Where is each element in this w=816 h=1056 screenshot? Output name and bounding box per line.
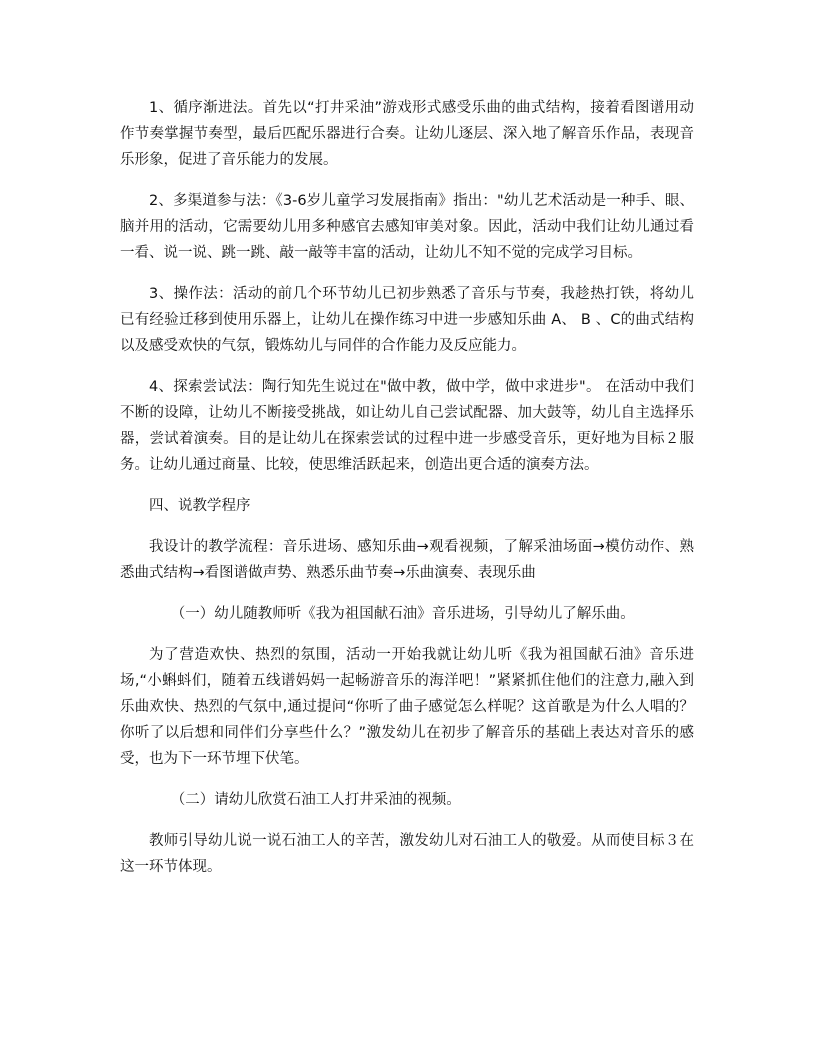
paragraph-method-gradual: 1、循序渐进法。首先以“打井采油”游戏形式感受乐曲的曲式结构，接着看图谱用动作节奏掌握节奏型，最后匹配乐器进行合奏。让幼儿逐层、深入地了解音乐作品，表现音乐形象，促进了音乐能力的发展。 <box>120 100 694 168</box>
paragraph-method-multichannel: 2、多渠道参与法：《3-6岁儿童学习发展指南》指出："幼儿艺术活动是一种手、眼、脑并用的活动，它需要幼儿用多种感官去感知审美对象。因此，活动中我们让幼儿通过看一看、说一说、跳一跳、敲一敲等丰富的活动，让幼儿不知不觉的完成学习目标。 <box>120 193 694 261</box>
paragraph-teaching-flow: 我设计的教学流程：音乐进场、感知乐曲→观看视频，了解采油场面→模仿动作、熟悉曲式结构→看图谱做声势、熟悉乐曲节奏→乐曲演奏、表现乐曲 <box>120 539 694 581</box>
section-heading-teaching-procedure: 四、说教学程序 <box>149 498 251 514</box>
paragraph-method-exploration: 4、探索尝试法：陶行知先生说过在"做中教，做中学，做中求进步"。 在活动中我们不断的设障，让幼儿不断接受挑战，如让幼儿自己尝试配器、加大鼓等，幼儿自主选择乐器，尝试着演奏。目的是让幼儿在探索尝试的过程中进一步感受音乐，更好地为目标２服务。让幼儿通过商量、比较，使思维活跃起来，创造出更合适的演奏方法。 <box>120 379 694 473</box>
subheading-step-two: （二）请幼儿欣赏石油工人打井采油的视频。 <box>170 792 461 808</box>
paragraph-step-one-detail: 为了营造欢快、热烈的氛围，活动一开始我就让幼儿听《我为祖国献石油》音乐进场,“小蝌蚪们，随着五线谱妈妈一起畅游音乐的海洋吧！”紧紧抓住他们的注意力,融入到乐曲欢快、热烈的气氛中,通过提问“你听了曲子感觉怎么样呢？这首歌是为什么人唱的？你听了以后想和同伴们分享些什么？”激发幼儿在初步了解音乐的基础上表达对音乐的感受，也为下一环节埋下伏笔。 <box>120 647 694 767</box>
document-body <box>120 95 694 880</box>
paragraph-method-operation: 3、操作法：活动的前几个环节幼儿已初步熟悉了音乐与节奏，我趁热打铁，将幼儿已有经验迁移到使用乐器上，让幼儿在操作练习中进一步感知乐曲 A、 B 、C的曲式结构以及感受欢快的气氛，锻炼幼儿与同伴的合作能力及反应能力。 <box>120 286 694 354</box>
subheading-step-one: （一）幼儿随教师听《我为祖国献石油》音乐进场，引导幼儿了解乐曲。 <box>170 606 635 622</box>
paragraph-step-two-detail: 教师引导幼儿说一说石油工人的辛苦，激发幼儿对石油工人的敬爱。从而使目标３在这一环节体现。 <box>120 833 694 875</box>
